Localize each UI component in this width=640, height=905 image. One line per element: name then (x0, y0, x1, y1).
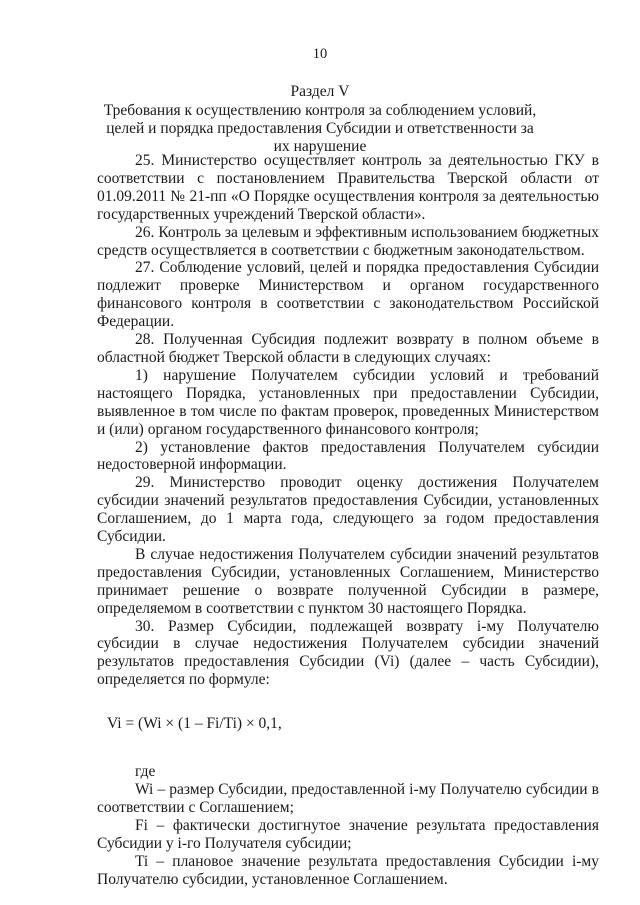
paragraph-30: 30. Размер Субсидии, подлежащей возврату i-му Получателю субсидии в случае недостижения Получателем субсидии значений результатов предоставления Субсидии (Vi) (далее – часть Субсидии), определяется по формуле: (97, 617, 599, 689)
paragraph-29-continued: В случае недостижения Получателем субсидии значений результатов предоставления Субсидии, установленных Соглашением, Министерство принимает решение о возврате полученной Субсидии в размере, определяемом в соответствии с пунктом 30 настоящего Порядка. (97, 545, 599, 617)
page-number: 10 (312, 46, 328, 62)
section-title: Раздел V (290, 83, 350, 100)
paragraph-28-item-1: 1) нарушение Получателем субсидии условий и требований настоящего Порядка, установленных при предоставлении Субсидии, выявленное в том числе по фактам проверок, проведенных Министерством и (или) органом государственного финансового контроля; (97, 366, 599, 438)
document-body (97, 152, 599, 888)
section-heading: Требования к осуществлению контроля за соблюдением условий, целей и порядка предоставления Субсидии и ответственности за их нарушение (103, 102, 537, 155)
paragraph-27: 27. Соблюдение условий, целей и порядка предоставления Субсидии подлежит проверке Министерством и органом государственного финансового контроля в соответствии с законодательством Российской Федерации. (97, 259, 599, 331)
paragraph-28: 28. Полученная Субсидия подлежит возврату в полном объеме в областной бюджет Тверской области в следующих случаях: (97, 331, 599, 366)
paragraph-26: 26. Контроль за целевым и эффективным использованием бюджетных средств осуществляется в соответствии с бюджетным законодательством. (97, 223, 599, 259)
paragraph-28-item-2: 2) установление фактов предоставления Получателем субсидии недостоверной информации. (97, 438, 599, 474)
definition-wi: Wi – размер Субсидии, предоставленной i-му Получателю субсидии в соответствии с Соглашением; (97, 781, 599, 816)
definition-fi: Fi – фактически достигнутое значение результата предоставления Субсидии у i-го Получателя субсидии; (97, 816, 599, 852)
definition-ti: Ti – плановое значение результата предоставления Субсидии i-му Получателю субсидии, установленное Соглашением. (97, 852, 599, 888)
formula: Vi = (Wi × (1 – Fi/Ti) × 0,1, (107, 715, 282, 733)
paragraph-29: 29. Министерство проводит оценку достижения Получателем субсидии значений результатов предоставления Субсидии, установленных Соглашением, до 1 марта года, следующего за годом предоставления Субсидии. (97, 474, 599, 546)
paragraph-25: 25. Министерство осуществляет контроль за деятельностью ГКУ в соответствии с постановлением Правительства Тверской области от 01.09.2011 № 21-пп «О Порядке осуществления контроля за деятельностью государственных учреждений Тверской области». (97, 152, 599, 223)
formula-where: где (135, 763, 156, 781)
